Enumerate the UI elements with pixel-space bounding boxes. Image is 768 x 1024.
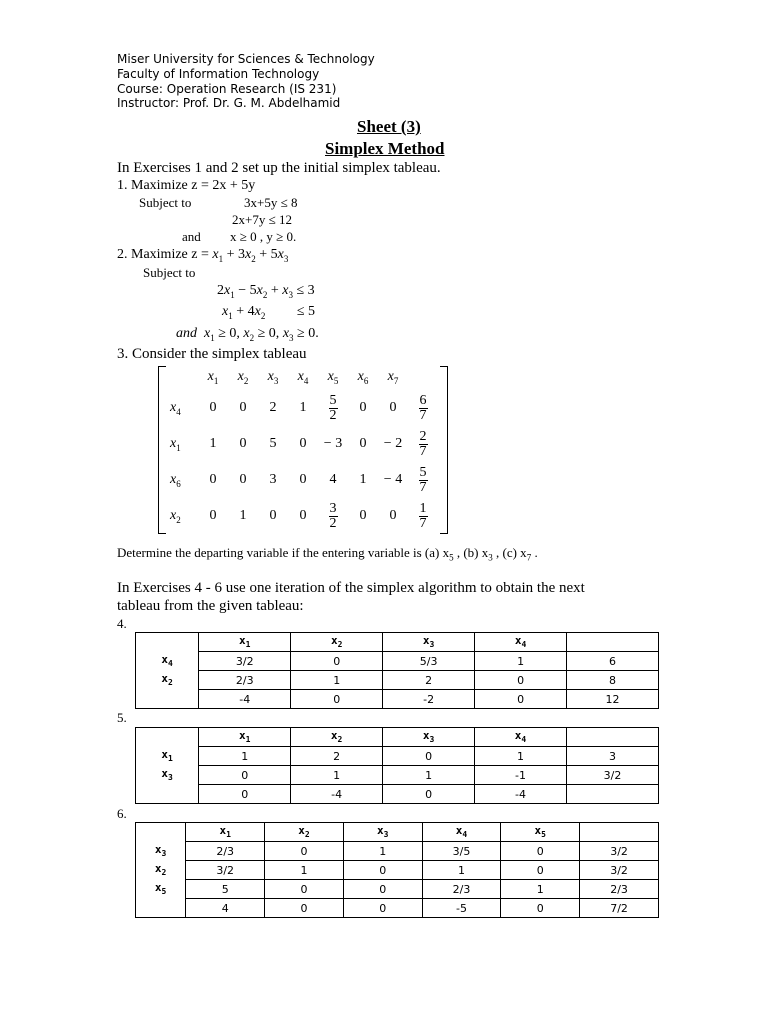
tableau-cell: -5 xyxy=(422,899,501,918)
tableau-basis-label: $x_3$ xyxy=(136,766,199,785)
tableau-cell: 1 xyxy=(422,861,501,880)
tableau-cell: 8 xyxy=(567,671,659,690)
tableau-corner xyxy=(136,633,199,652)
ex2-constraint-2: $x_1 + 4x_2$ ≤ 5 xyxy=(222,304,316,321)
tableau-header-row xyxy=(136,728,659,747)
tableau-cell: 2/3 xyxy=(199,671,291,690)
tableau-cell: 3/2 xyxy=(580,842,659,861)
tableau-cell: 0 xyxy=(265,899,344,918)
matrix-row: $x_6$ 0 0 3 0 4 1 − 4 $\frac{5}{7}$ xyxy=(166,462,438,498)
matrix-row-label: $x_6$ xyxy=(170,471,181,489)
tableau-cell: 3/2 xyxy=(186,861,265,880)
tableau-row xyxy=(136,785,659,804)
tableau-cell: 1 xyxy=(291,671,383,690)
tableau-basis-label: $x_1$ xyxy=(136,747,199,766)
tableau-col-header: $x_5$ xyxy=(501,823,580,842)
topic-title: Simplex Method xyxy=(325,139,445,158)
tableau-col-header: $x_1$ xyxy=(186,823,265,842)
matrix-row: $x_4$ 0 0 2 1 $\frac{5}{2}$ 0 0 $\frac{6}{7}$ xyxy=(166,390,438,426)
instructor-name: Instructor: Prof. Dr. G. M. Abdelhamid xyxy=(117,96,341,110)
tableau-cell: 1 xyxy=(291,766,383,785)
tableau-row xyxy=(136,880,659,899)
tableau-cell: 0 xyxy=(291,652,383,671)
tableau-col-header xyxy=(580,823,659,842)
matrix-right-bracket xyxy=(440,366,448,534)
tableau-cell: 1 xyxy=(501,880,580,899)
faculty-name: Faculty of Information Technology xyxy=(117,67,320,81)
matrix-row-label: $x_1$ xyxy=(170,435,181,453)
ex4-tableau xyxy=(135,632,659,709)
tableau-row xyxy=(136,766,659,785)
tableau-header-row xyxy=(136,823,659,842)
matrix-table xyxy=(166,364,438,534)
tableau-cell: 3/2 xyxy=(199,652,291,671)
tableau-cell: 0 xyxy=(265,880,344,899)
matrix-col-header: $x_5$ xyxy=(327,368,339,386)
tableau-cell: 0 xyxy=(475,671,567,690)
tableau-cell: 4 xyxy=(186,899,265,918)
tableau-corner xyxy=(136,823,186,842)
tableau-col-header: $x_3$ xyxy=(343,823,422,842)
tableau-cell: -4 xyxy=(475,785,567,804)
tableau-basis-label: $x_5$ xyxy=(136,880,186,899)
tableau-cell: 1 xyxy=(475,652,567,671)
tableau-col-header: $x_3$ xyxy=(383,728,475,747)
tableau-cell: 0 xyxy=(199,766,291,785)
tableau-row xyxy=(136,652,659,671)
tableau-corner xyxy=(136,728,199,747)
ex1-and: and xyxy=(182,229,201,244)
tableau-cell: 6 xyxy=(567,652,659,671)
ex1-subject-to: Subject to xyxy=(139,195,192,210)
ex1-constraint-2: 2x+7y ≤ 12 xyxy=(232,212,292,227)
matrix-col-header: $x_1$ xyxy=(207,368,219,386)
tableau-col-header: $x_4$ xyxy=(475,728,567,747)
tableau-cell: 0 xyxy=(265,842,344,861)
ex5-label: 5. xyxy=(117,710,127,725)
tableau-cell: 0 xyxy=(475,690,567,709)
ex46-intro-line-1: In Exercises 4 - 6 use one iteration of the simplex algorithm to obtain the next xyxy=(117,580,585,596)
matrix-row: $x_2$ 0 1 0 0 $\frac{3}{2}$ 0 0 $\frac{1}{7}$ xyxy=(166,498,438,534)
university-name: Miser University for Sciences & Technology xyxy=(117,52,375,66)
tableau-cell: 3/2 xyxy=(580,861,659,880)
tableau-cell: 1 xyxy=(199,747,291,766)
tableau-col-header: $x_2$ xyxy=(265,823,344,842)
tableau-cell: 2/3 xyxy=(186,842,265,861)
ex3-question: Determine the departing variable if the entering variable is (a) $x_5$ , (b) $x_3$ , (c) $x_7$ . xyxy=(117,545,538,563)
course-name: Course: Operation Research (IS 231) xyxy=(117,82,337,96)
ex1-constraint-3: x ≥ 0 , y ≥ 0. xyxy=(230,229,297,244)
matrix-col-header: $x_4$ xyxy=(297,368,309,386)
tableau-cell: 3 xyxy=(566,747,658,766)
tableau-cell: 2/3 xyxy=(422,880,501,899)
tableau-col-header: $x_1$ xyxy=(199,728,291,747)
ex6-label: 6. xyxy=(117,806,127,821)
tableau-row xyxy=(136,747,659,766)
tableau-col-header: $x_2$ xyxy=(291,633,383,652)
tableau-basis-label: $x_2$ xyxy=(136,861,186,880)
tableau-cell: 1 xyxy=(343,842,422,861)
ex3-intro: 3. Consider the simplex tableau xyxy=(117,346,307,362)
tableau-cell: 0 xyxy=(343,899,422,918)
tableau-cell: 3/5 xyxy=(422,842,501,861)
tableau-cell: 0 xyxy=(383,747,475,766)
tableau-cell: 0 xyxy=(343,861,422,880)
ex6-tableau xyxy=(135,822,659,918)
matrix-col-header: $x_6$ xyxy=(357,368,369,386)
tableau-basis-label: $x_2$ xyxy=(136,671,199,690)
tableau-cell: 7/2 xyxy=(580,899,659,918)
tableau-cell: 0 xyxy=(199,785,291,804)
tableau-cell: 2 xyxy=(291,747,383,766)
tableau-cell xyxy=(566,785,658,804)
tableau-cell: -1 xyxy=(475,766,567,785)
tableau-cell: 2/3 xyxy=(580,880,659,899)
sheet-title: Sheet (3) xyxy=(357,117,421,136)
ex2-subject-to: Subject to xyxy=(143,265,196,280)
tableau-basis-label xyxy=(136,899,186,918)
simplex-matrix xyxy=(158,364,448,536)
ex2-objective xyxy=(117,247,288,264)
matrix-col-header: $x_2$ xyxy=(237,368,249,386)
matrix-row-label: $x_2$ xyxy=(170,507,181,525)
ex2-objective-expr: $x_1 + 3x_2 + 5x_3$ xyxy=(212,247,289,264)
tableau-col-header: $x_2$ xyxy=(291,728,383,747)
tableau-row xyxy=(136,842,659,861)
ex2-and: and xyxy=(176,326,197,341)
tableau-header-row xyxy=(136,633,659,652)
tableau-row xyxy=(136,899,659,918)
ex46-intro-line-2: tableau from the given tableau: xyxy=(117,598,304,614)
ex2-constraint-1: $2x_1 - 5x_2 + x_3 \le 3$ xyxy=(217,283,315,300)
tableau-col-header xyxy=(566,728,658,747)
ex5-tableau xyxy=(135,727,659,804)
ex2-nonnegativity: and $x_1 \ge 0$, $x_2 \ge 0$, $x_3 \ge 0$. xyxy=(176,326,319,343)
matrix-header-row xyxy=(166,364,438,390)
tableau-cell: 0 xyxy=(501,842,580,861)
tableau-cell: -4 xyxy=(291,785,383,804)
tableau-cell: 1 xyxy=(265,861,344,880)
ex1-objective: 1. Maximize z = 2x + 5y xyxy=(117,178,256,193)
ex2-objective-label: 2. Maximize z = xyxy=(117,247,209,262)
tableau-basis-label xyxy=(136,690,199,709)
tableau-cell: 5/3 xyxy=(383,652,475,671)
tableau-cell: 12 xyxy=(567,690,659,709)
tableau-cell: 2 xyxy=(383,671,475,690)
tableau-cell: 1 xyxy=(383,766,475,785)
tableau-cell: -2 xyxy=(383,690,475,709)
tableau-basis-label xyxy=(136,785,199,804)
tableau-cell: 5 xyxy=(186,880,265,899)
matrix-left-bracket xyxy=(158,366,166,534)
tableau-cell: 3/2 xyxy=(566,766,658,785)
matrix-col-header: $x_7$ xyxy=(387,368,399,386)
tableau-cell: 0 xyxy=(501,899,580,918)
tableau-cell: 0 xyxy=(343,880,422,899)
tableau-col-header: $x_3$ xyxy=(383,633,475,652)
ex4-label: 4. xyxy=(117,616,127,631)
tableau-cell: 0 xyxy=(291,690,383,709)
tableau-col-header: $x_1$ xyxy=(199,633,291,652)
tableau-cell: 1 xyxy=(475,747,567,766)
ex1-constraint-1: 3x+5y ≤ 8 xyxy=(244,195,298,210)
tableau-cell: 0 xyxy=(383,785,475,804)
tableau-basis-label: $x_4$ xyxy=(136,652,199,671)
intro-text: In Exercises 1 and 2 set up the initial simplex tableau. xyxy=(117,160,441,176)
tableau-col-header: $x_4$ xyxy=(422,823,501,842)
matrix-row: $x_1$ 1 0 5 0 − 3 0 − 2 $\frac{2}{7}$ xyxy=(166,426,438,462)
tableau-cell: 0 xyxy=(501,861,580,880)
tableau-row xyxy=(136,690,659,709)
tableau-col-header: $x_4$ xyxy=(475,633,567,652)
tableau-cell: -4 xyxy=(199,690,291,709)
tableau-row xyxy=(136,861,659,880)
tableau-col-header xyxy=(567,633,659,652)
matrix-col-header: $x_3$ xyxy=(267,368,279,386)
matrix-row-label: $x_4$ xyxy=(170,399,181,417)
tableau-basis-label: $x_3$ xyxy=(136,842,186,861)
tableau-row xyxy=(136,671,659,690)
